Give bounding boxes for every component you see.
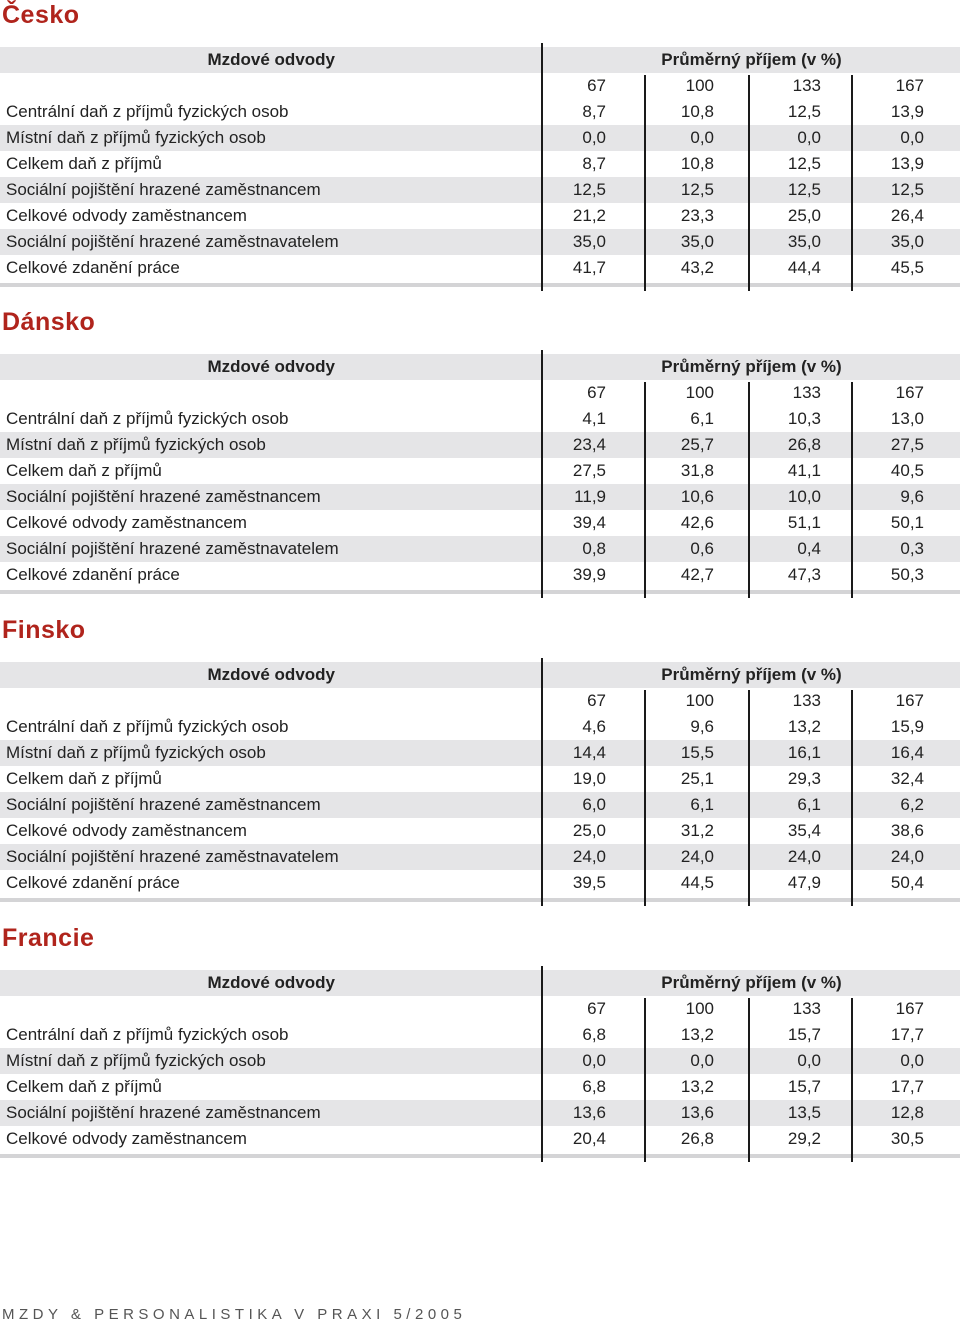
group-label: Průměrný příjem (v %) [661, 50, 842, 69]
row-label: Celkem daň z příjmů [6, 1077, 162, 1096]
table-row [0, 870, 960, 896]
cell-value: 13,2 [787, 717, 821, 736]
cell-value: 8,7 [582, 102, 606, 121]
row-label: Celkem daň z příjmů [6, 154, 162, 173]
table-row [0, 432, 960, 458]
cell-value: 40,5 [890, 461, 924, 480]
row-label: Místní daň z příjmů fyzických osob [6, 435, 266, 454]
cell-value: 19,0 [572, 769, 606, 788]
column-divider [644, 75, 646, 291]
row-label: Celkové odvody zaměstnancem [6, 821, 247, 840]
table-row [0, 536, 960, 562]
cell-value: 35,0 [787, 232, 821, 251]
row-label: Celkové zdanění práce [6, 873, 180, 892]
table-header-row [0, 47, 960, 73]
cell-value: 13,5 [787, 1103, 821, 1122]
row-label: Celkové odvody zaměstnancem [6, 1129, 247, 1148]
cell-value: 44,4 [787, 258, 821, 277]
cell-value: 0,0 [582, 1051, 606, 1070]
cell-value: 12,5 [572, 180, 606, 199]
table-row [0, 125, 960, 151]
footer-text: MZDY & PERSONALISTIKA V PRAXI 5/2005 [2, 1306, 467, 1323]
cell-value: 15,9 [890, 717, 924, 736]
cell-value: 13,2 [680, 1025, 714, 1044]
column-header-row [0, 688, 960, 714]
column-divider [541, 350, 543, 598]
cell-value: 12,5 [680, 180, 714, 199]
cell-value: 35,4 [787, 821, 821, 840]
group-label: Průměrný příjem (v %) [661, 665, 842, 684]
table-row [0, 792, 960, 818]
row-label: Sociální pojištění hrazené zaměstnavatelem [6, 232, 339, 251]
row-label: Sociální pojištění hrazené zaměstnancem [6, 180, 321, 199]
column-divider [748, 382, 750, 598]
column-header: 167 [895, 999, 924, 1018]
cell-value: 12,8 [890, 1103, 924, 1122]
cell-value: 0,0 [797, 1051, 821, 1070]
column-header-row [0, 73, 960, 99]
cell-value: 14,4 [572, 743, 606, 762]
tax-table [0, 662, 960, 896]
cell-value: 12,5 [787, 102, 821, 121]
row-label: Sociální pojištění hrazené zaměstnavatelem [6, 539, 339, 558]
cell-value: 0,6 [690, 539, 714, 558]
cell-value: 39,4 [572, 513, 606, 532]
table-row [0, 406, 960, 432]
cell-value: 23,4 [572, 435, 606, 454]
cell-value: 13,6 [572, 1103, 606, 1122]
cell-value: 17,7 [890, 1077, 924, 1096]
cell-value: 0,4 [797, 539, 821, 558]
group-label: Průměrný příjem (v %) [661, 357, 842, 376]
cell-value: 13,6 [680, 1103, 714, 1122]
cell-value: 41,7 [572, 258, 606, 277]
row-label: Celkové zdanění práce [6, 258, 180, 277]
cell-value: 35,0 [572, 232, 606, 251]
header-label: Mzdové odvody [207, 665, 335, 684]
cell-value: 13,9 [890, 102, 924, 121]
column-divider [644, 998, 646, 1162]
row-label: Sociální pojištění hrazené zaměstnavatelem [6, 847, 339, 866]
table-row [0, 203, 960, 229]
row-label: Sociální pojištění hrazené zaměstnancem [6, 795, 321, 814]
column-header: 133 [792, 999, 821, 1018]
column-header: 167 [895, 691, 924, 710]
cell-value: 17,7 [890, 1025, 924, 1044]
cell-value: 10,8 [680, 154, 714, 173]
cell-value: 38,6 [890, 821, 924, 840]
table-row [0, 740, 960, 766]
cell-value: 6,1 [690, 795, 714, 814]
row-label: Místní daň z příjmů fyzických osob [6, 1051, 266, 1070]
column-header-row [0, 996, 960, 1022]
cell-value: 25,0 [572, 821, 606, 840]
cell-value: 12,5 [890, 180, 924, 199]
cell-value: 8,7 [582, 154, 606, 173]
cell-value: 47,9 [787, 873, 821, 892]
tax-table [0, 47, 960, 281]
column-divider [748, 75, 750, 291]
cell-value: 16,1 [787, 743, 821, 762]
column-header: 167 [895, 76, 924, 95]
column-divider [541, 658, 543, 906]
cell-value: 47,3 [787, 565, 821, 584]
cell-value: 13,9 [890, 154, 924, 173]
column-header: 67 [587, 999, 606, 1018]
cell-value: 24,0 [890, 847, 924, 866]
row-label: Celkem daň z příjmů [6, 769, 162, 788]
column-divider [644, 690, 646, 906]
cell-value: 32,4 [890, 769, 924, 788]
cell-value: 31,2 [680, 821, 714, 840]
table-row [0, 714, 960, 740]
cell-value: 44,5 [680, 873, 714, 892]
cell-value: 24,0 [787, 847, 821, 866]
cell-value: 45,5 [890, 258, 924, 277]
cell-value: 29,3 [787, 769, 821, 788]
cell-value: 15,7 [787, 1077, 821, 1096]
table-row [0, 766, 960, 792]
cell-value: 29,2 [787, 1129, 821, 1148]
table-row [0, 177, 960, 203]
cell-value: 24,0 [572, 847, 606, 866]
cell-value: 0,0 [690, 1051, 714, 1070]
header-label: Mzdové odvody [207, 50, 335, 69]
row-label: Celkové odvody zaměstnancem [6, 206, 247, 225]
column-divider [644, 382, 646, 598]
table-row [0, 1074, 960, 1100]
table-row [0, 1100, 960, 1126]
table-row [0, 1126, 960, 1152]
country-title: Česko [2, 1, 80, 29]
table-header-row [0, 662, 960, 688]
header-label: Mzdové odvody [207, 357, 335, 376]
cell-value: 6,1 [797, 795, 821, 814]
cell-value: 0,3 [900, 539, 924, 558]
table-row [0, 844, 960, 870]
cell-value: 10,0 [787, 487, 821, 506]
cell-value: 15,7 [787, 1025, 821, 1044]
row-label: Celkové zdanění práce [6, 565, 180, 584]
cell-value: 23,3 [680, 206, 714, 225]
cell-value: 30,5 [890, 1129, 924, 1148]
column-header: 100 [685, 76, 714, 95]
country-title: Dánsko [2, 308, 96, 336]
header-label: Mzdové odvody [207, 973, 335, 992]
row-label: Místní daň z příjmů fyzických osob [6, 128, 266, 147]
table-bottom-rule [0, 1154, 960, 1158]
cell-value: 4,1 [582, 409, 606, 428]
column-divider [851, 75, 853, 291]
cell-value: 11,9 [574, 487, 606, 506]
cell-value: 24,0 [680, 847, 714, 866]
table-bottom-rule [0, 898, 960, 902]
row-label: Sociální pojištění hrazené zaměstnancem [6, 487, 321, 506]
tax-table [0, 970, 960, 1152]
column-divider [541, 966, 543, 1162]
row-label: Sociální pojištění hrazené zaměstnancem [6, 1103, 321, 1122]
row-label: Místní daň z příjmů fyzických osob [6, 743, 266, 762]
table-row [0, 255, 960, 281]
cell-value: 50,3 [890, 565, 924, 584]
row-label: Centrální daň z příjmů fyzických osob [6, 102, 289, 121]
table-header-row [0, 354, 960, 380]
table-row [0, 458, 960, 484]
cell-value: 27,5 [890, 435, 924, 454]
cell-value: 26,8 [787, 435, 821, 454]
cell-value: 6,2 [900, 795, 924, 814]
table-row [0, 818, 960, 844]
cell-value: 12,5 [787, 180, 821, 199]
cell-value: 25,1 [680, 769, 714, 788]
cell-value: 0,0 [900, 1051, 924, 1070]
column-header: 67 [587, 76, 606, 95]
cell-value: 10,6 [680, 487, 714, 506]
cell-value: 39,9 [572, 565, 606, 584]
cell-value: 50,1 [890, 513, 924, 532]
column-header: 133 [792, 383, 821, 402]
column-header: 67 [587, 691, 606, 710]
column-header: 133 [792, 76, 821, 95]
table-row [0, 151, 960, 177]
table-bottom-rule [0, 590, 960, 594]
cell-value: 25,7 [680, 435, 714, 454]
cell-value: 31,8 [680, 461, 714, 480]
row-label: Centrální daň z příjmů fyzických osob [6, 1025, 289, 1044]
column-divider [851, 998, 853, 1162]
table-row [0, 1022, 960, 1048]
cell-value: 51,1 [787, 513, 821, 532]
cell-value: 25,0 [787, 206, 821, 225]
cell-value: 15,5 [680, 743, 714, 762]
country-title: Francie [2, 924, 95, 952]
table-row [0, 510, 960, 536]
cell-value: 50,4 [890, 873, 924, 892]
cell-value: 9,6 [900, 487, 924, 506]
row-label: Celkové odvody zaměstnancem [6, 513, 247, 532]
column-header: 100 [685, 383, 714, 402]
cell-value: 0,8 [582, 539, 606, 558]
cell-value: 6,0 [582, 795, 606, 814]
column-header: 100 [685, 999, 714, 1018]
cell-value: 0,0 [900, 128, 924, 147]
table-row [0, 1048, 960, 1074]
cell-value: 27,5 [572, 461, 606, 480]
cell-value: 10,8 [680, 102, 714, 121]
column-divider [541, 43, 543, 291]
cell-value: 13,2 [680, 1077, 714, 1096]
tax-table [0, 354, 960, 588]
cell-value: 26,8 [680, 1129, 714, 1148]
table-row [0, 484, 960, 510]
cell-value: 6,8 [582, 1077, 606, 1096]
column-divider [748, 690, 750, 906]
column-header: 67 [587, 383, 606, 402]
country-title: Finsko [2, 616, 86, 644]
cell-value: 41,1 [787, 461, 821, 480]
row-label: Celkem daň z příjmů [6, 461, 162, 480]
row-label: Centrální daň z příjmů fyzických osob [6, 717, 289, 736]
cell-value: 35,0 [680, 232, 714, 251]
cell-value: 6,8 [582, 1025, 606, 1044]
cell-value: 0,0 [582, 128, 606, 147]
cell-value: 0,0 [797, 128, 821, 147]
column-header: 133 [792, 691, 821, 710]
column-divider [851, 690, 853, 906]
cell-value: 10,3 [787, 409, 821, 428]
cell-value: 43,2 [680, 258, 714, 277]
cell-value: 39,5 [572, 873, 606, 892]
column-divider [851, 382, 853, 598]
cell-value: 21,2 [572, 206, 606, 225]
column-header: 100 [685, 691, 714, 710]
cell-value: 26,4 [890, 206, 924, 225]
cell-value: 13,0 [890, 409, 924, 428]
table-header-row [0, 970, 960, 996]
table-bottom-rule [0, 283, 960, 287]
table-row [0, 99, 960, 125]
table-row [0, 562, 960, 588]
cell-value: 9,6 [690, 717, 714, 736]
row-label: Centrální daň z příjmů fyzických osob [6, 409, 289, 428]
cell-value: 12,5 [787, 154, 821, 173]
cell-value: 35,0 [890, 232, 924, 251]
cell-value: 42,7 [680, 565, 714, 584]
cell-value: 4,6 [582, 717, 606, 736]
cell-value: 0,0 [690, 128, 714, 147]
table-row [0, 229, 960, 255]
column-header-row [0, 380, 960, 406]
cell-value: 16,4 [890, 743, 924, 762]
cell-value: 6,1 [690, 409, 714, 428]
column-divider [748, 998, 750, 1162]
group-label: Průměrný příjem (v %) [661, 973, 842, 992]
cell-value: 42,6 [680, 513, 714, 532]
column-header: 167 [895, 383, 924, 402]
cell-value: 20,4 [572, 1129, 606, 1148]
